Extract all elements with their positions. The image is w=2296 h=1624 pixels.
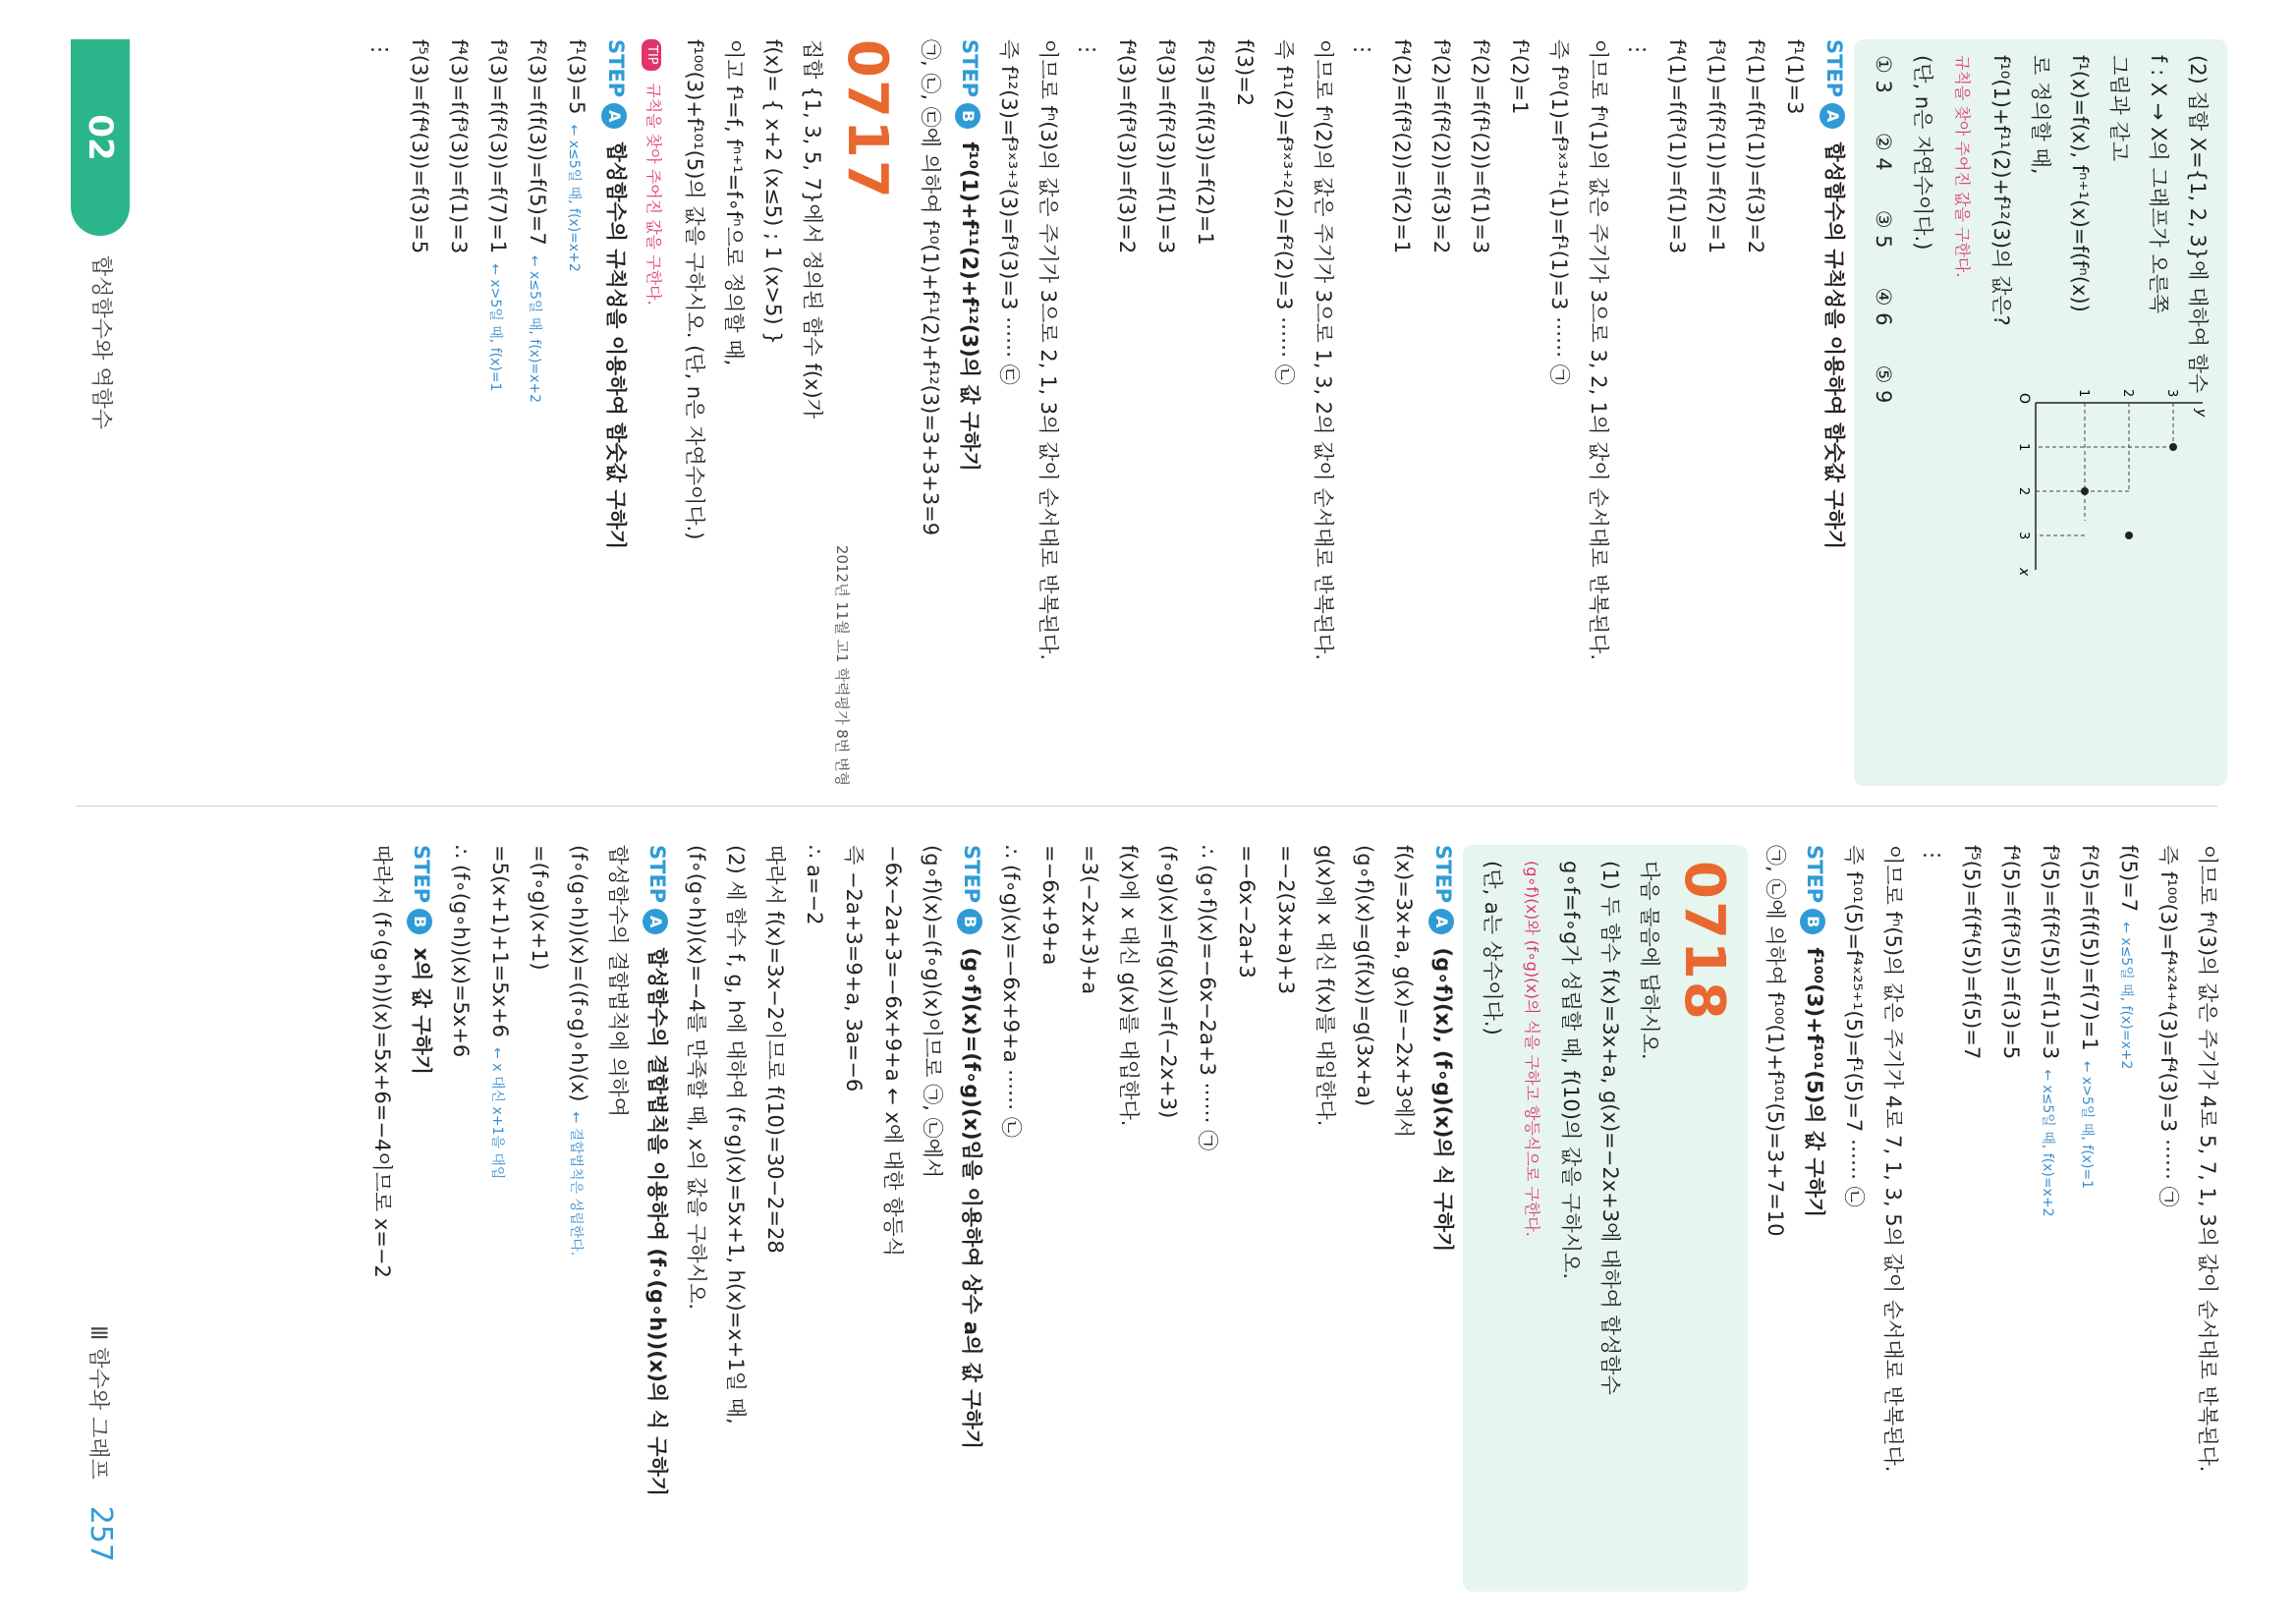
problem-line-text: (단, a는 상수이다.) — [1481, 861, 1504, 1036]
solution-line — [1148, 845, 1188, 1592]
problem-line-text: (1) 두 함수 f(x)=3x+a, g(x)=−2x+3에 대하여 합성함수 — [1598, 861, 1622, 1395]
solution-line — [363, 845, 402, 1592]
problem-line — [1591, 861, 1630, 1576]
problem-line-text: f¹⁰⁰(3)+f¹⁰¹(5)의 값을 구하시오. (단, n은 자연수이다.) — [683, 39, 706, 540]
part-title: Ⅲ 함수와 그래프 — [85, 1325, 110, 1480]
solution-line — [361, 39, 400, 786]
solution-line-text: f³(1)=f(f²(1))=f(2)=1 — [1705, 39, 1728, 254]
problem-line — [675, 39, 714, 786]
problem-line — [754, 39, 793, 786]
problem-line — [716, 845, 756, 1592]
step-badge: A — [601, 103, 627, 129]
step-b-heading — [1795, 845, 1834, 1592]
solution-line — [1756, 845, 1795, 1592]
solution-line — [1384, 845, 1424, 1592]
step-badge: B — [1800, 909, 1825, 934]
problem-line-text: (g∘f)(x)와 (f∘g)(x)의 식을 구하고 항등식으로 구한다. — [1523, 861, 1541, 1237]
solution-line-text: f¹(2)=1 — [1508, 39, 1532, 115]
solution-line-text: =−6x+9+a — [1038, 845, 1062, 966]
side-note: ← x≤5일 때, f(x)=x+2 — [527, 254, 542, 404]
solution-line — [598, 845, 638, 1592]
solution-line — [557, 39, 596, 786]
choice-option: ③ 5 — [1872, 209, 1895, 249]
step-a-solution — [989, 39, 1815, 786]
problem-line — [1473, 861, 1512, 1576]
solution-line-text: f³(3)=f(f²(3))=f(7)=1 — [486, 39, 510, 254]
solution-line-text: f³(3)=f(f²(3))=f(1)=3 — [1154, 39, 1178, 254]
origin-label: O — [2016, 393, 2032, 405]
side-note: ← 결합법칙은 성립한다. — [568, 1111, 584, 1257]
step-badge: A — [1428, 909, 1454, 934]
problem-number: 0717 — [835, 39, 899, 200]
problem-line-text: f¹⁰(1)+f¹¹(2)+f¹²(3)의 값은? — [1989, 55, 2013, 326]
column-divider — [76, 806, 2217, 807]
solution-line — [1834, 845, 1874, 1592]
solution-line — [1070, 845, 1109, 1592]
problem-line — [1982, 55, 2021, 770]
solution-line-text: 즉 f¹⁰⁰(3)=f⁴ˣ²⁴⁺⁴(3)=f⁴(3)=3 ⋯⋯ ㉠ — [2156, 845, 2180, 1207]
step-label: STEP — [1822, 39, 1846, 98]
step-title: (g∘f)(x), (f∘g)(x)의 식 구하기 — [1431, 947, 1455, 1253]
solution-line — [1540, 39, 1579, 786]
solution-line — [834, 845, 873, 1592]
solution-line-text: ⋮ — [1351, 39, 1374, 60]
choice-option: ① 3 — [1872, 55, 1895, 93]
step-label: STEP — [604, 39, 628, 98]
problem-line-text: 그림과 같고 — [2107, 55, 2131, 162]
solution-line — [2109, 845, 2149, 1592]
side-note: ← x>5일 때, f(x)=1 — [2079, 1060, 2095, 1190]
solution-line — [1579, 39, 1618, 786]
choice-option: ⑤ 9 — [1872, 364, 1895, 404]
solution-line — [478, 39, 518, 786]
problem-0717-header — [832, 39, 901, 786]
step-b-solution — [756, 845, 952, 1592]
solution-line — [1991, 845, 2031, 1592]
step-b-heading — [952, 845, 991, 1592]
y-tick-label: 2 — [2120, 389, 2135, 398]
problem-line-text: f : X → X의 그래프가 오른쪽 — [2147, 55, 2170, 314]
solution-line-text: f⁴(5)=f(f³(5))=f(3)=5 — [1999, 845, 2023, 1060]
solution-line-text: ⋮ — [1626, 39, 1650, 60]
step-badge: B — [407, 909, 432, 934]
step-label: STEP — [645, 845, 669, 904]
step-label: STEP — [960, 845, 983, 904]
solution-line-text: ⋮ — [368, 39, 392, 60]
problem-0718-box — [1463, 845, 1748, 1592]
solution-line — [480, 845, 520, 1592]
solution-line-text: f²(3)=f(f(3))=f(5)=7 — [526, 39, 549, 246]
problem-line-text: (2) 세 함수 f, g, h에 대하여 (f∘g)(x)=5x+1, h(x)=x+1일 때, — [724, 845, 748, 1425]
solution-line-text: 이므로 fⁿ(3)의 값은 주기가 3으로 2, 1, 3의 값이 순서대로 반복된다. — [1036, 39, 1060, 661]
solution-line-text: 합성함수의 결합법칙에 의하여 — [606, 845, 630, 1118]
solution-line-text: f⁵(3)=f(f⁴(3))=f(3)=5 — [408, 39, 431, 254]
problem-line-text: 로 정의할 때, — [2029, 55, 2052, 175]
solution-line — [1306, 845, 1345, 1592]
solution-line-text: f²(2)=f(f¹(2))=f(1)=3 — [1469, 39, 1492, 254]
solution-line — [559, 845, 598, 1592]
step-title: f¹⁰(1)+f¹¹(2)+f¹²(3)의 값 구하기 — [958, 141, 981, 472]
step-label: STEP — [1803, 845, 1826, 904]
solution-line-text: 즉 f¹²(3)=f³ˣ³⁺³(3)=f³(3)=3 ⋯⋯ ㉢ — [997, 39, 1021, 385]
step-b-solution — [911, 39, 950, 786]
solution-line — [1343, 39, 1382, 786]
problem-line — [1551, 861, 1591, 1576]
solution-line — [1657, 39, 1697, 786]
solution-line — [1422, 39, 1461, 786]
solution-line-text: 즉 f¹⁰¹(5)=f⁴ˣ²⁵⁺¹(5)=f¹(5)=7 ⋯⋯ ㉡ — [1842, 845, 1866, 1207]
solution-line-text: f³(2)=f(f²(2))=f(3)=2 — [1429, 39, 1453, 254]
x-axis-label: x — [2016, 568, 2032, 577]
page-info — [68, 1325, 130, 1562]
choice-option: ② 4 — [1872, 132, 1895, 171]
solution-line-text: 이므로 fⁿ(2)의 값은 주기가 3으로 1, 3, 2의 값이 순서대로 반복된다. — [1312, 39, 1335, 661]
choice-option: ④ 6 — [1872, 287, 1895, 326]
solution-line — [2031, 845, 2070, 1592]
solution-line-text: f⁴(2)=f(f³(2))=f(2)=1 — [1390, 39, 1414, 254]
problem-0717-statement — [675, 39, 832, 786]
problem-0718-statement — [1473, 861, 1669, 1576]
solution-line — [1186, 39, 1225, 786]
problem-line — [714, 39, 754, 786]
solution-line — [1913, 845, 1952, 1592]
solution-line-text: 즉 f¹¹(2)=f³ˣ³⁺²(2)=f²(2)=3 ⋯⋯ ㉡ — [1272, 39, 1296, 385]
step-title: (g∘f)(x)=(f∘g)(x)임을 이용하여 상수 a의 값 구하기 — [960, 947, 983, 1450]
solution-line-text: 이므로 fⁿ(1)의 값은 주기가 3으로 3, 2, 1의 값이 순서대로 반복된다. — [1587, 39, 1610, 661]
solution-line — [1736, 39, 1775, 786]
x-tick-label: 2 — [2016, 487, 2031, 496]
problem-line-text: 규칙을 찾아 주어진 값을 구한다. — [1953, 55, 1972, 278]
solution-line-text: ⋮ — [1921, 845, 1944, 866]
chapter-number: 02 — [71, 39, 130, 236]
step-label: STEP — [958, 39, 981, 98]
problem-line-text: 집합 {1, 3, 5, 7}에서 정의된 함수 f(x)가 — [801, 39, 824, 419]
step-a-solution — [991, 845, 1424, 1592]
page-footer — [71, 39, 130, 1572]
solution-line-text: =5(x+1)+1=5x+6 — [488, 845, 512, 1038]
continued-solution — [1834, 845, 2227, 1592]
problem-0716-2-box — [1854, 39, 2227, 786]
problem-line-text: f(x)= { x+2 (x≤5) ; 1 (x>5) } — [761, 39, 785, 345]
left-column — [361, 39, 2227, 786]
problem-line-text: (2) 집합 X={1, 2, 3}에 대하여 함수 — [2186, 55, 2210, 394]
problem-number: 0718 — [1672, 861, 1736, 1022]
solution-line — [1500, 39, 1540, 786]
step-badge: A — [643, 909, 668, 934]
solution-line-text: f¹(1)=3 — [1783, 39, 1807, 115]
solution-line — [400, 39, 439, 786]
solution-line-text: 즉 −2a+3=9+a, 3a=−6 — [842, 845, 866, 1092]
graph-point — [2081, 487, 2089, 495]
graph-point — [2125, 532, 2133, 539]
step-b-heading — [402, 845, 441, 1592]
solution-line-text: f(x)=3x+a, g(x)=−2x+3에서 — [1392, 845, 1416, 1139]
solution-line-text: f(x)에 x 대신 g(x)를 대입한다. — [1117, 845, 1141, 1127]
solution-line-text: −6x−2a+3=−6x+9+a ← x에 대한 항등식 — [881, 845, 905, 1258]
solution-line — [1227, 845, 1266, 1592]
solution-line-text: f⁵(5)=f(f⁴(5))=f(5)=7 — [1960, 845, 1984, 1060]
solution-line — [756, 845, 795, 1592]
step-a-solution — [441, 845, 638, 1592]
step-a-solution — [361, 39, 596, 786]
side-note: ← x≤5일 때, f(x)=x+2 — [2118, 922, 2134, 1070]
solution-line — [911, 39, 950, 786]
side-note: ← x>5일 때, f(x)=1 — [487, 263, 503, 392]
solution-line-text: (g∘f)(x)=g(f(x))=g(3x+a) — [1353, 845, 1376, 1107]
solution-line-text: ∴ (g∘f)(x)=−6x−2a+3 ⋯⋯ ㉠ — [1196, 845, 1219, 1151]
solution-line-text: ∴ (f∘(g∘h))(x)=5x+6 — [449, 845, 473, 1058]
step-a-heading — [596, 39, 636, 786]
tip-line — [636, 39, 675, 786]
right-column — [363, 845, 2227, 1592]
solution-line-text: 따라서 (f∘(g∘h))(x)=5x+6=−4이므로 x=−2 — [370, 845, 394, 1278]
step-b-solution — [363, 845, 402, 1592]
step-a-heading — [638, 845, 677, 1592]
solution-line — [2149, 845, 2188, 1592]
solution-line — [989, 39, 1029, 786]
solution-line-text: f²(1)=f(f¹(1))=f(3)=2 — [1744, 39, 1767, 254]
step-badge: A — [1820, 103, 1845, 129]
solution-line-text: f²(5)=f(f(5))=f(7)=1 — [2078, 845, 2101, 1051]
solution-line-text: f⁴(3)=f(f³(3))=f(1)=3 — [447, 39, 471, 254]
solution-line-text: f¹(3)=5 — [565, 39, 588, 115]
step-title: 합성함수의 결합법칙을 이용하여 (f∘(g∘h))(x)의 식 구하기 — [645, 947, 669, 1497]
solution-line-text: ㉠, ㉡, ㉢에 의하여 f¹⁰(1)+f¹¹(2)+f¹²(3)=3+3+3=9 — [919, 39, 942, 536]
solution-line-text: =−2(3x+a)+3 — [1274, 845, 1298, 995]
tip-text: 규칙을 찾아 주어진 값을 구한다. — [644, 83, 663, 306]
solution-line — [1775, 39, 1815, 786]
solution-line — [1952, 845, 1991, 1592]
side-note: ← x≤5일 때, f(x)=x+2 — [566, 124, 582, 272]
problem-line-text: (f∘(g∘h))(x)=−4를 만족할 때, x의 값을 구하시오. — [685, 845, 708, 1311]
solution-line — [873, 845, 913, 1592]
solution-line — [1147, 39, 1186, 786]
problem-line-text: 다음 물음에 답하시오. — [1638, 861, 1661, 1060]
solution-line-text: ⋮ — [1076, 39, 1099, 60]
step-b-heading — [950, 39, 989, 786]
page-number: 257 — [84, 1505, 118, 1562]
solution-line — [991, 845, 1031, 1592]
step-title: f¹⁰⁰(3)+f¹⁰¹(5)의 값 구하기 — [1803, 947, 1826, 1218]
y-tick-label: 3 — [2164, 389, 2179, 398]
solution-line — [1304, 39, 1343, 786]
solution-line — [1382, 39, 1422, 786]
problem-line-text: (단, n은 자연수이다.) — [1911, 55, 1934, 251]
problem-source: 2012년 11월 고1 학력평가 8번 변형 — [833, 544, 851, 786]
problem-line — [793, 39, 832, 545]
tip-badge: TIP — [642, 39, 661, 71]
x-tick-label: 3 — [2016, 532, 2031, 540]
solution-line-text: ∴ (f∘g)(x)=−6x+9+a ⋯⋯ ㉡ — [999, 845, 1023, 1138]
solution-line — [2070, 845, 2109, 1592]
solution-line — [1618, 39, 1657, 786]
solution-line-text: f⁴(3)=f(f³(3))=f(3)=2 — [1115, 39, 1139, 254]
solution-line-text: (f∘(g∘h))(x)=((f∘g)∘h)(x) — [567, 845, 590, 1102]
graph-point — [2169, 443, 2177, 451]
solution-line-text: 즉 f¹⁰(1)=f³ˣ³⁺¹(1)=f¹(1)=3 ⋯⋯ ㉠ — [1547, 39, 1571, 385]
solution-line — [1874, 845, 1913, 1592]
step-a-heading — [1424, 845, 1463, 1592]
problem-line — [1630, 861, 1669, 1576]
step-b-solution — [1756, 845, 1795, 1592]
solution-line-text: f⁴(1)=f(f³(1))=f(1)=3 — [1665, 39, 1689, 254]
problem-line-text: 이고 f¹=f, fⁿ⁺¹=f∘fⁿ으로 정의할 때, — [722, 39, 746, 366]
solution-line — [1068, 39, 1107, 786]
solution-line — [1697, 39, 1736, 786]
solution-line-text: =3(−2x+3)+a — [1078, 845, 1101, 995]
x-tick-label: 1 — [2016, 443, 2031, 452]
solution-line — [520, 845, 559, 1592]
solution-line-text: g(x)에 x 대신 f(x)를 대입한다. — [1314, 845, 1337, 1127]
step-label: STEP — [1431, 845, 1455, 904]
solution-line — [1029, 39, 1068, 786]
side-note: ← x 대신 x+1을 대입 — [489, 1047, 505, 1180]
solution-line-text: =(f∘g)(x+1) — [528, 845, 551, 971]
problem-0718-2-statement — [677, 845, 756, 1592]
step-title: 합성함수의 규칙성을 이용하여 함숫값 구하기 — [604, 141, 628, 550]
solution-line — [1031, 845, 1070, 1592]
problem-line — [1903, 55, 1942, 770]
step-label: STEP — [410, 845, 433, 904]
y-axis-label: y — [2193, 409, 2209, 418]
problem-line-text: f¹(x)=f(x), fⁿ⁺¹(x)=f(fⁿ(x)) — [2068, 55, 2092, 312]
solution-line — [1188, 845, 1227, 1592]
solution-line — [2188, 845, 2227, 1592]
solution-line — [1109, 845, 1148, 1592]
choices — [1864, 55, 1903, 770]
chapter-title: 합성함수와 역함수 — [88, 255, 113, 430]
solution-line-text: ㉠, ㉡에 의하여 f¹⁰⁰(1)+f¹⁰¹(5)=3+7=10 — [1764, 845, 1787, 1237]
solution-line — [1107, 39, 1147, 786]
solution-line-text: 따라서 f(x)=3x−2이므로 f(10)=30−2=28 — [763, 845, 787, 1254]
solution-line-text: (g∘f)(x)=(f∘g)(x)이므로 ㉠, ㉡에서 — [921, 845, 944, 1179]
solution-line — [795, 845, 834, 1592]
step-badge: B — [957, 909, 982, 934]
solution-line — [1264, 39, 1304, 786]
solution-line-text: f(3)=2 — [1233, 39, 1257, 107]
solution-line — [518, 39, 557, 786]
step-title: 합성함수의 규칙성을 이용하여 함숫값 구하기 — [1822, 141, 1846, 550]
solution-line-text: 이므로 fⁿ(3)의 값은 주기가 4로 5, 7, 1, 3의 값이 순서대로 반복된다. — [2196, 845, 2219, 1473]
solution-line-text: (f∘g)(x)=f(g(x))=f(−2x+3) — [1156, 845, 1180, 1119]
problem-line — [1942, 55, 1982, 770]
function-graph — [2016, 383, 2212, 580]
solution-line — [1345, 845, 1384, 1592]
step-a-heading — [1815, 39, 1854, 786]
side-note: ← x≤5일 때, f(x)=x+2 — [2040, 1069, 2055, 1217]
solution-line-text: f²(3)=f(f(3))=f(2)=1 — [1194, 39, 1217, 246]
problem-line-text: g∘f=f∘g가 성립할 때, f(10)의 값을 구하시오. — [1559, 861, 1583, 1279]
y-tick-label: 1 — [2076, 389, 2091, 398]
solution-line — [913, 845, 952, 1592]
step-badge: B — [955, 103, 980, 129]
solution-line-text: f(5)=7 — [2117, 845, 2141, 913]
step-title: x의 값 구하기 — [410, 947, 433, 1076]
solution-line — [441, 845, 480, 1592]
solution-line — [439, 39, 478, 786]
solution-line-text: f³(5)=f(f²(5))=f(1)=3 — [2039, 845, 2062, 1060]
solution-line — [1266, 845, 1306, 1592]
solution-line — [1461, 39, 1500, 786]
solution-line-text: ∴ a=−2 — [803, 845, 826, 925]
solution-line — [1225, 39, 1264, 786]
problem-line — [677, 845, 716, 1592]
solution-line-text: =−6x−2a+3 — [1235, 845, 1259, 979]
problem-line — [1512, 861, 1551, 1576]
solution-line-text: 이므로 fⁿ(5)의 값은 주기가 4로 7, 1, 3, 5의 값이 순서대로 반복된다. — [1881, 845, 1905, 1473]
